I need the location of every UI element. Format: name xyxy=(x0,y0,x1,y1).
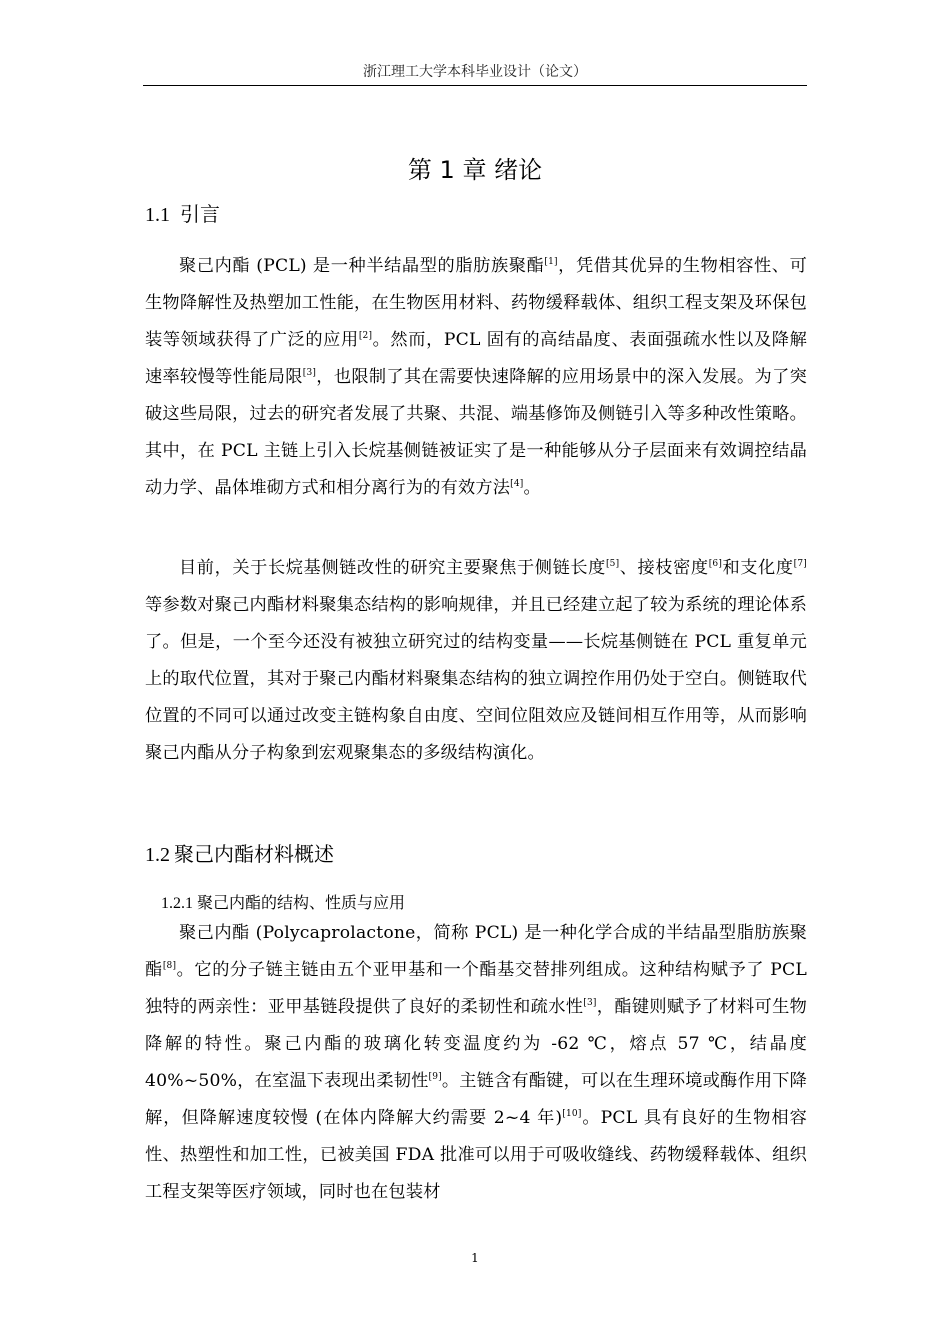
running-header: 浙江理工大学本科毕业设计（论文） xyxy=(363,64,587,80)
paragraph xyxy=(145,915,807,1211)
paragraph-text: 聚己内酯 (Polycaprolactone，简称 PCL) 是一种化学合成的半结晶型脂肪族聚酯 xyxy=(145,923,807,980)
paragraph-text: 。PCL 具有良好的生物相容性、热塑性和加工性，已被美国 FDA 批准可以用于可吸收缝线、药物缓释载体、组织工程支架等医疗领域，同时也在包装材 xyxy=(145,1108,807,1202)
citation-ref: [9] xyxy=(428,1072,442,1082)
citation-ref: [4] xyxy=(510,479,524,489)
section-number: 1.1 xyxy=(145,204,170,226)
citation-ref: [8] xyxy=(162,961,177,971)
chapter-title: 第 1 章 绪论 xyxy=(407,156,543,185)
citation-ref: [5] xyxy=(605,559,620,569)
paragraph-text: 、接枝密度 xyxy=(619,558,709,578)
paragraph-text: 。然而，PCL 固有的高结晶度、表面强疏水性以及降解速率较慢等性能局限 xyxy=(145,330,808,387)
section-heading-1-1 xyxy=(145,200,220,229)
citation-ref: [3] xyxy=(302,368,317,378)
page-number: 1 xyxy=(471,1251,479,1265)
citation-ref: [7] xyxy=(793,559,807,569)
citation-ref: [2] xyxy=(358,331,373,341)
section-number: 1.2 xyxy=(145,844,170,866)
paragraph xyxy=(145,248,807,507)
citation-ref: [1] xyxy=(544,257,558,267)
subsection-number: 1.2.1 xyxy=(161,895,193,912)
citation-ref: [3] xyxy=(583,998,597,1008)
paragraph-text: 。 xyxy=(523,478,541,498)
header-rule xyxy=(143,85,807,86)
subsection-title: 聚己内酯的结构、性质与应用 xyxy=(197,893,406,912)
citation-ref: [6] xyxy=(708,559,723,569)
paragraph-text: 等参数对聚己内酯材料聚集态结构的影响规律，并且已经建立起了较为系统的理论体系了。但是，一个至今还没有被独立研究过的结构变量——长烷基侧链在 PCL 重复单元上的取代位置，其对于聚己内酯材料聚集态结构的独立调控作用仍处于空白。侧链取代位置的不同可以通过改变主链构象自由度、空间位阻效应及链间相互作用等，从而影响聚己内酯从分子构象到宏观聚集态的多级结构演化。 xyxy=(145,595,807,763)
citation-ref: [10] xyxy=(562,1109,582,1119)
paragraph-text: ，也限制了其在需要快速降解的应用场景中的深入发展。为了突破这些局限，过去的研究者发展了共聚、共混、端基修饰及侧链引入等多种改性策略。其中，在 PCL 主链上引入长烷基侧链被证实了是一种能够从分子层面来有效调控结晶动力学、晶体堆砌方式和相分离行为的有效方法 xyxy=(145,367,807,498)
section-heading-1-2 xyxy=(145,840,334,869)
paragraph xyxy=(145,550,807,772)
paragraph-text: ，凭借其优异的生物相容性、可生物降解性及热塑加工性能，在生物医用材料、药物缓释载体、组织工程支架及环保包装等领域获得了广泛的应用 xyxy=(145,256,807,350)
paragraph-text: 。它的分子链主链由五个亚甲基和一个酯基交替排列组成。这种结构赋予了 PCL 独特的两亲性：亚甲基链段提供了良好的柔韧性和疏水性 xyxy=(145,960,807,1017)
paragraph-text: 目前，关于长烷基侧链改性的研究主要聚焦于侧链长度 xyxy=(179,558,606,578)
paragraph-text: 。主链含有酯键，可以在生理环境或酶作用下降解，但降解速度较慢 (在体内降解大约需要 2~4 年) xyxy=(145,1071,808,1128)
paragraph-text: 聚己内酯 (PCL) 是一种半结晶型的脂肪族聚酯 xyxy=(179,256,545,276)
paragraph-text: 和支化度 xyxy=(722,558,794,578)
subsection-heading-1-2-1 xyxy=(161,891,405,916)
paragraph-text: ，酯键则赋予了材料可生物降解的特性。聚己内酯的玻璃化转变温度约为 -62 ℃，熔点 57 ℃，结晶度 40%~50%，在室温下表现出柔韧性 xyxy=(145,997,807,1091)
section-title: 聚己内酯材料概述 xyxy=(174,842,334,866)
section-title: 引言 xyxy=(180,202,220,226)
